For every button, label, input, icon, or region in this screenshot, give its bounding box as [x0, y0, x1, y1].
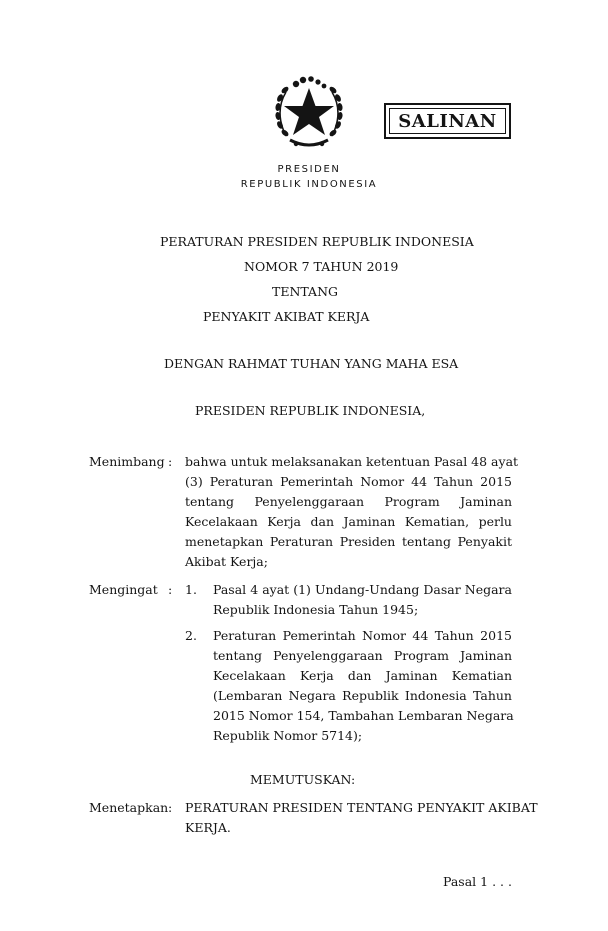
mengingat-item-number: 2.	[185, 628, 197, 643]
regulation-tentang: TENTANG	[272, 284, 339, 299]
blessing-line: DENGAN RAHMAT TUHAN YANG MAHA ESA	[164, 356, 459, 371]
menimbang-colon: :	[168, 454, 173, 469]
menetapkan-line: KERJA.	[185, 820, 231, 835]
memutuskan-heading: MEMUTUSKAN:	[250, 772, 356, 787]
menimbang-line: (3) Peraturan Pemerintah Nomor 44 Tahun 2015	[185, 474, 512, 489]
letterhead-line-1: PRESIDEN	[277, 164, 341, 175]
mengingat-item-line: Peraturan Pemerintah Nomor 44 Tahun 2015	[213, 628, 512, 643]
menimbang-line: bahwa untuk melaksanakan ketentuan Pasal 48 ayat	[185, 454, 519, 469]
menetapkan-line: PERATURAN PRESIDEN TENTANG PENYAKIT AKIBAT	[185, 800, 538, 815]
salinan-stamp	[384, 103, 511, 139]
menimbang-line: Kecelakaan Kerja dan Jaminan Kematian, perlu	[185, 514, 512, 529]
presidential-emblem-icon	[266, 74, 352, 152]
next-page-indicator: Pasal 1 . . .	[443, 874, 512, 889]
mengingat-item-line: Republik Nomor 5714);	[213, 728, 363, 743]
mengingat-item-line: (Lembaran Negara Republik Indonesia Tahun	[213, 688, 512, 703]
mengingat-item-line: Kecelakaan Kerja dan Jaminan Kematian	[213, 668, 512, 683]
menetapkan-colon: :	[168, 800, 173, 815]
mengingat-item-number: 1.	[185, 582, 197, 597]
mengingat-item-line: tentang Penyelenggaraan Program Jaminan	[213, 648, 512, 663]
letterhead	[10, 162, 608, 192]
menimbang-line: menetapkan Peraturan Presiden tentang Penyakit	[185, 534, 512, 549]
mengingat-label: Mengingat	[89, 582, 158, 597]
mengingat-colon: :	[168, 582, 173, 597]
letterhead-line-2: REPUBLIK INDONESIA	[240, 179, 378, 190]
president-line: PRESIDEN REPUBLIK INDONESIA,	[195, 403, 426, 418]
regulation-subject: PENYAKIT AKIBAT KERJA	[203, 309, 370, 324]
regulation-title: PERATURAN PRESIDEN REPUBLIK INDONESIA	[160, 234, 474, 249]
menimbang-label: Menimbang	[89, 454, 165, 469]
mengingat-item-line: Pasal 4 ayat (1) Undang-Undang Dasar Negara	[213, 582, 512, 597]
menetapkan-label: Menetapkan	[89, 800, 169, 815]
menimbang-line: Akibat Kerja;	[185, 554, 268, 569]
menimbang-line: tentang Penyelenggaraan Program Jaminan	[185, 494, 512, 509]
salinan-stamp-text: SALINAN	[389, 108, 506, 134]
regulation-number: NOMOR 7 TAHUN 2019	[244, 259, 399, 274]
mengingat-item-line: 2015 Nomor 154, Tambahan Lembaran Negara	[213, 708, 514, 723]
mengingat-item-line: Republik Indonesia Tahun 1945;	[213, 602, 419, 617]
